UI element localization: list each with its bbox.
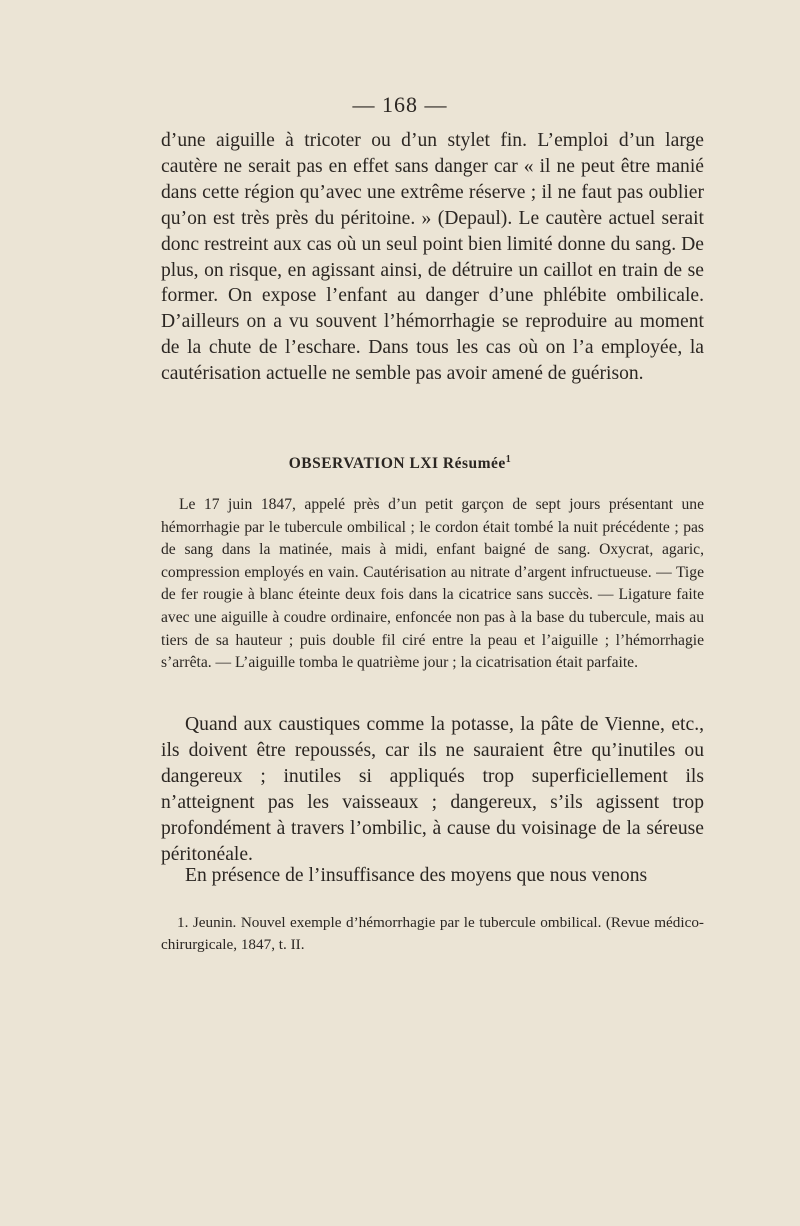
- body-paragraph-1: d’une aiguille à tricoter ou d’un stylet fin. L’emploi d’un large cautère ne serait pas en effet sans danger car « il ne peut être manié dans cette région qu’avec une extrême réserve ; il ne faut pas oublier qu’on est très près du péritoine. » (Depaul). Le cautère actuel serait donc restreint aux cas où un seul point bien limité donne du sang. De plus, on risque, en agissant ainsi, de détruire un caillot en train de se former. On expose l’enfant au danger d’une phlébite ombilicale. D’ailleurs on a vu souvent l’hémorrhagie se reproduire au moment de la chute de l’eschare. Dans tous les cas où on l’a employée, la cautérisation actuelle ne semble pas avoir amené de guérison.: [161, 130, 704, 385]
- observation-body: Le 17 juin 1847, appelé près d’un petit garçon de sept jours présentant une hémorrhagie par le tubercule ombilical ; le cordon était tombé la nuit précédente ; pas de sang dans la matinée, mais à midi, enfant baigné de sang. Oxycrat, agaric, compression employés en vain. Cautérisation au nitrate d’argent infructueuse. — Tige de fer rougie à blanc éteinte deux fois dans la cicatrice sans succès. — Ligature faite avec une aiguille à coudre ordinaire, enfoncée non pas à la base du tubercule, mais au tiers de sa hauteur ; puis double fil ciré entre la peau et l’aiguille ; l’hémorrhagie s’arrêta. — L’aiguille tomba le quatrième jour ; la cicatrisation était parfaite.: [161, 496, 704, 672]
- footnote-reference: 1: [505, 454, 512, 465]
- observation-title-text: OBSERVATION LXI Résumée: [288, 455, 506, 473]
- body-paragraph-2: Quand aux caustiques comme la potasse, la pâte de Vienne, etc., ils doivent être repoussés, car ils ne sauraient être qu’inutiles ou dangereux ; inutiles si appliqués trop superficiellement ils n’atteignent pas les vaisseaux ; dangereux, s’ils agissent trop profondément à travers l’ombilic, à cause du voisinage de la séreuse péritonéale.: [161, 714, 704, 865]
- page-number: — 168 —: [352, 92, 448, 117]
- footnote: 1. Jeunin. Nouvel exemple d’hémorrhagie par le tubercule ombilical. (Revue médico-chirurgicale, 1847, t. II.: [161, 914, 704, 953]
- observation-title: [0, 454, 800, 473]
- body-paragraph-3: En présence de l’insuffisance des moyens que nous venons: [185, 865, 648, 886]
